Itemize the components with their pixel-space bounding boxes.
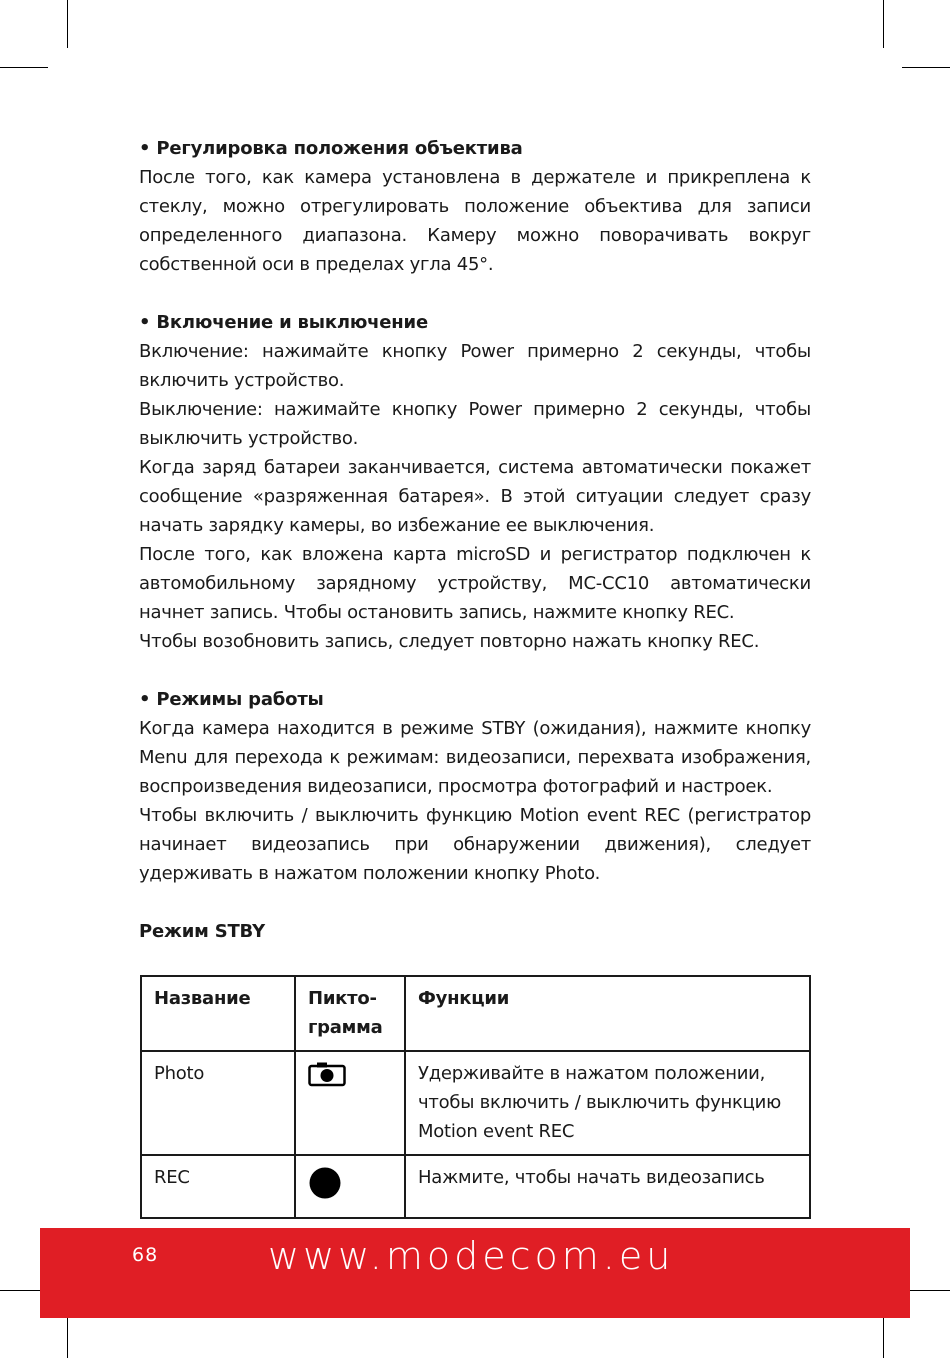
header-functions: Функции — [405, 976, 810, 1051]
paragraph: Выключение: нажимайте кнопку Power примерно 2 секунды, чтобы выключить устройство. — [139, 399, 811, 449]
section-heading-power: • Включение и выключение — [139, 312, 428, 333]
row-name: REC — [141, 1155, 295, 1218]
row-function: Удерживайте в нажатом положении, чтобы включить / выключить функцию Motion event REC — [405, 1051, 810, 1155]
crop-mark — [67, 0, 68, 48]
stby-table — [140, 975, 811, 1219]
table-row — [141, 1051, 810, 1155]
header-icon: Пикто- грамма — [295, 976, 405, 1051]
paragraph: Чтобы возобновить запись, следует повторно нажать кнопку REC. — [139, 631, 760, 652]
paragraph: Включение: нажимайте кнопку Power примерно 2 секунды, чтобы включить устройство. — [139, 341, 811, 391]
table-row — [141, 1155, 810, 1218]
stby-table-title: Режим STBY — [139, 921, 265, 942]
header-name: Название — [141, 976, 295, 1051]
camera-icon — [308, 1061, 346, 1087]
row-name: Photo — [141, 1051, 295, 1155]
paragraph: После того, как камера установлена в держателе и прикреплена к стеклу, можно отрегулировать положение объектива для записи определенного диапазона. Камеру можно поворачивать вокруг собственной оси в пределах угла 45°. — [139, 167, 811, 275]
section-heading-lens: • Регулировка положения объектива — [139, 138, 523, 159]
record-dot-icon — [308, 1166, 342, 1200]
row-icon-cell — [295, 1051, 405, 1155]
section-heading-modes: • Режимы работы — [139, 689, 324, 710]
paragraph: Когда заряд батареи заканчивается, система автоматически покажет сообщение «разряженная батарея». В этой ситуации следует сразу начать зарядку камеры, во избежание ее выключения. — [139, 457, 811, 536]
row-icon-cell — [295, 1155, 405, 1218]
page-footer — [40, 1228, 910, 1318]
page-number: 68 — [132, 1244, 159, 1266]
crop-mark — [883, 0, 884, 48]
crop-mark — [902, 67, 950, 68]
paragraph: Когда камера находится в режиме STBY (ожидания), нажмите кнопку Menu для перехода к режимам: видеозаписи, перехвата изображения, воспроизведения видеозаписи, просмотра фотографий и настроек. — [139, 718, 811, 797]
paragraph: После того, как вложена карта microSD и регистратор подключен к автомобильному зарядному устройству, MC-CC10 автоматически начнет запись. Чтобы остановить запись, нажмите кнопку REC. — [139, 544, 811, 623]
table-header-row — [141, 976, 810, 1051]
row-function: Нажмите, чтобы начать видеозапись — [405, 1155, 810, 1218]
crop-mark — [0, 67, 48, 68]
website-link[interactable]: www.modecom.eu — [268, 1234, 675, 1278]
page-content — [139, 134, 811, 946]
paragraph: Чтобы включить / выключить функцию Motion event REC (регистратор начинает видеозапись при обнаружении движения), следует удерживать в нажатом положении кнопку Photo. — [139, 805, 811, 884]
